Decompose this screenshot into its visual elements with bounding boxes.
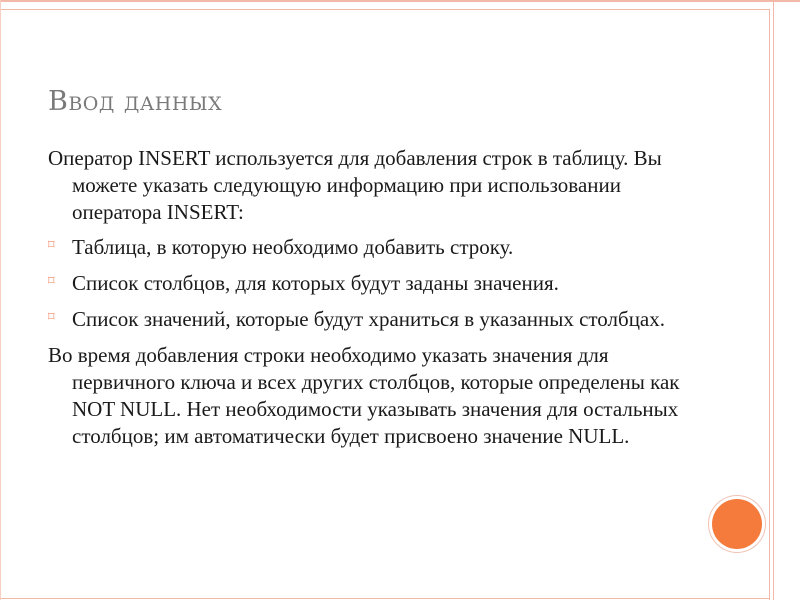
bullet-arrow-icon: ⌑ — [48, 310, 55, 325]
frame-left-line — [0, 0, 1, 600]
bullet-item — [48, 234, 708, 261]
bullet-arrow-icon: ⌑ — [48, 274, 55, 289]
bullet-arrow-icon: ⌑ — [48, 238, 55, 253]
decorative-orange-circle — [712, 499, 762, 549]
frame-top-inner-line — [0, 9, 770, 10]
frame-right-outer-line — [773, 0, 774, 600]
intro-paragraph: Оператор INSERT используется для добавления строк в таблицу. Вы можете указать следующую информацию при использовании оператора INSERT: — [48, 146, 662, 224]
frame-top-line — [0, 0, 800, 2]
bullet-item — [48, 270, 708, 297]
bullet-text: Список значений, которые будут храниться в указанных столбцах. — [72, 307, 666, 331]
bullet-text: Таблица, в которую необходимо добавить строку. — [72, 235, 514, 259]
bullet-item — [48, 306, 708, 333]
frame-bottom-line — [0, 598, 770, 599]
frame-right-inner-line — [769, 9, 770, 600]
outro-paragraph: Во время добавления строки необходимо указать значения для первичного ключа и всех других столбцов, которые определены как NOT NULL. Нет необходимости указывать значения для остальных столбцов; им автоматически будет присвоено значение NULL. — [48, 343, 680, 448]
bullet-text: Список столбцов, для которых будут заданы значения. — [72, 271, 559, 295]
slide-content — [48, 145, 708, 458]
slide-title: Ввод данных — [48, 86, 223, 117]
